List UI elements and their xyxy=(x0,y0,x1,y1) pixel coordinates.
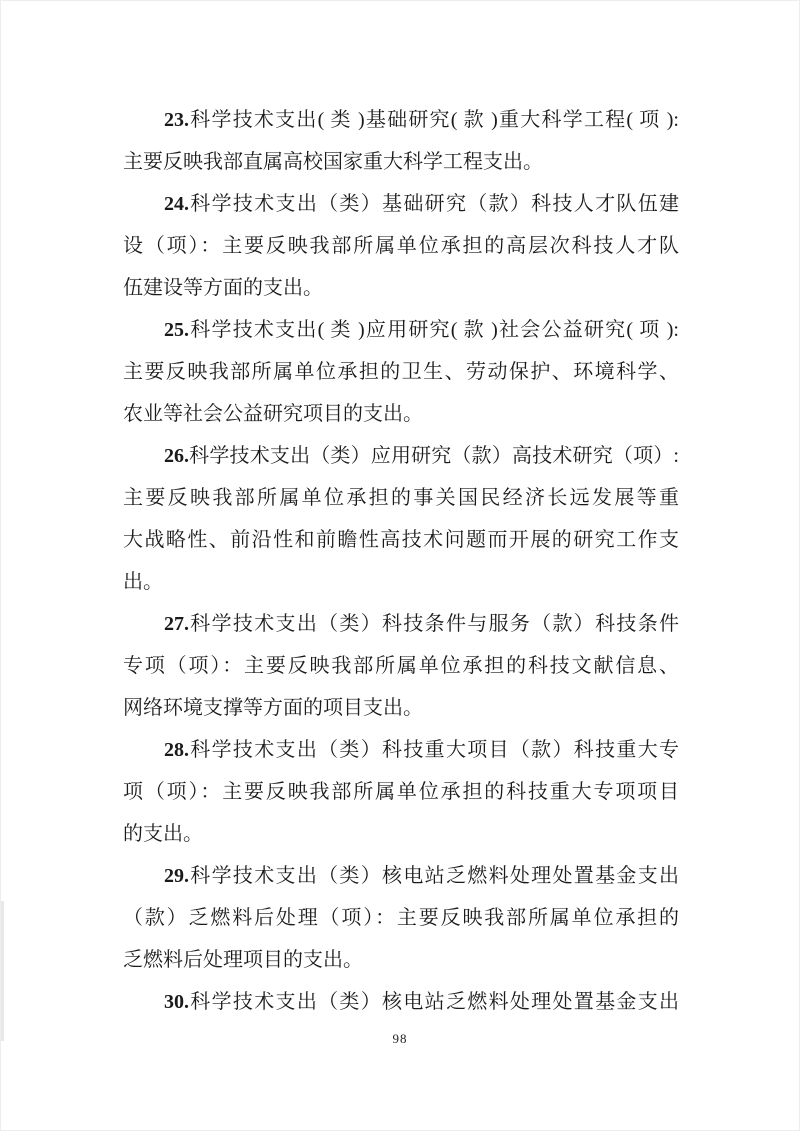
text-line: 项（项）：主要反映我部所属单位承担的科技重大专项项目 xyxy=(123,781,679,803)
text-line: 网络环境支撑等方面的项目支出。 xyxy=(123,697,423,719)
paragraph-25 xyxy=(123,309,679,435)
paragraph-number: 29. xyxy=(164,865,189,887)
scan-artifact xyxy=(1,901,4,1041)
text-line: 出。 xyxy=(123,571,163,593)
line-text: 科学技术支出（类）科技条件与服务（款）科技条件 xyxy=(189,613,679,635)
paragraph-28 xyxy=(123,729,679,855)
paragraph-number: 28. xyxy=(164,739,189,761)
text-line xyxy=(123,435,679,477)
text-line xyxy=(123,855,679,897)
paragraph-26 xyxy=(123,435,679,603)
line-text: 科学技术支出（类）科技重大项目（款）科技重大专 xyxy=(189,739,679,761)
text-line: 伍建设等方面的支出。 xyxy=(123,277,323,299)
paragraph-23 xyxy=(123,99,679,183)
paragraph-number: 25. xyxy=(164,319,189,341)
line-text: 科学技术支出( 类 )应用研究( 款 )社会公益研究( 项 ): xyxy=(189,319,679,341)
line-text: 科学技术支出（类）核电站乏燃料处理处置基金支出 xyxy=(189,865,679,887)
paragraph-30 xyxy=(123,981,679,1023)
text-line xyxy=(123,183,679,225)
text-line: 主要反映我部所属单位承担的卫生、劳动保护、环境科学、 xyxy=(123,361,679,383)
text-line: 主要反映我部直属高校国家重大科学工程支出。 xyxy=(123,151,543,173)
text-line: 农业等社会公益研究项目的支出。 xyxy=(123,403,423,425)
paragraph-number: 27. xyxy=(164,613,189,635)
paragraph-number: 26. xyxy=(164,445,189,467)
page-number: 98 xyxy=(392,1031,408,1046)
paragraph-number: 23. xyxy=(164,109,189,131)
text-line: 主要反映我部所属单位承担的事关国民经济长远发展等重 xyxy=(123,487,679,509)
text-line xyxy=(123,981,679,1023)
text-line: 大战略性、前沿性和前瞻性高技术问题而开展的研究工作支 xyxy=(123,529,679,551)
line-text: 科学技术支出( 类 )基础研究( 款 )重大科学工程( 项 ): xyxy=(189,109,679,131)
paragraph-number: 24. xyxy=(164,193,189,215)
paragraph-27 xyxy=(123,603,679,729)
paragraph-number: 30. xyxy=(164,991,189,1013)
paragraph-24 xyxy=(123,183,679,309)
text-line: 乏燃料后处理项目的支出。 xyxy=(123,949,363,971)
line-text: 科学技术支出（类）应用研究（款）高技术研究（项）: xyxy=(189,445,679,467)
text-line: 专项（项）：主要反映我部所属单位承担的科技文献信息、 xyxy=(123,655,679,677)
text-line: 的支出。 xyxy=(123,823,203,845)
text-line xyxy=(123,729,679,771)
document-body xyxy=(123,99,679,1023)
paragraph-29 xyxy=(123,855,679,981)
text-line: （款）乏燃料后处理（项）：主要反映我部所属单位承担的 xyxy=(123,907,679,929)
line-text: 科学技术支出（类）基础研究（款）科技人才队伍建 xyxy=(189,193,679,215)
text-line xyxy=(123,99,679,141)
text-line xyxy=(123,603,679,645)
text-line xyxy=(123,309,679,351)
line-text: 科学技术支出（类）核电站乏燃料处理处置基金支出 xyxy=(189,991,679,1013)
text-line: 设（项）：主要反映我部所属单位承担的高层次科技人才队 xyxy=(123,235,679,257)
